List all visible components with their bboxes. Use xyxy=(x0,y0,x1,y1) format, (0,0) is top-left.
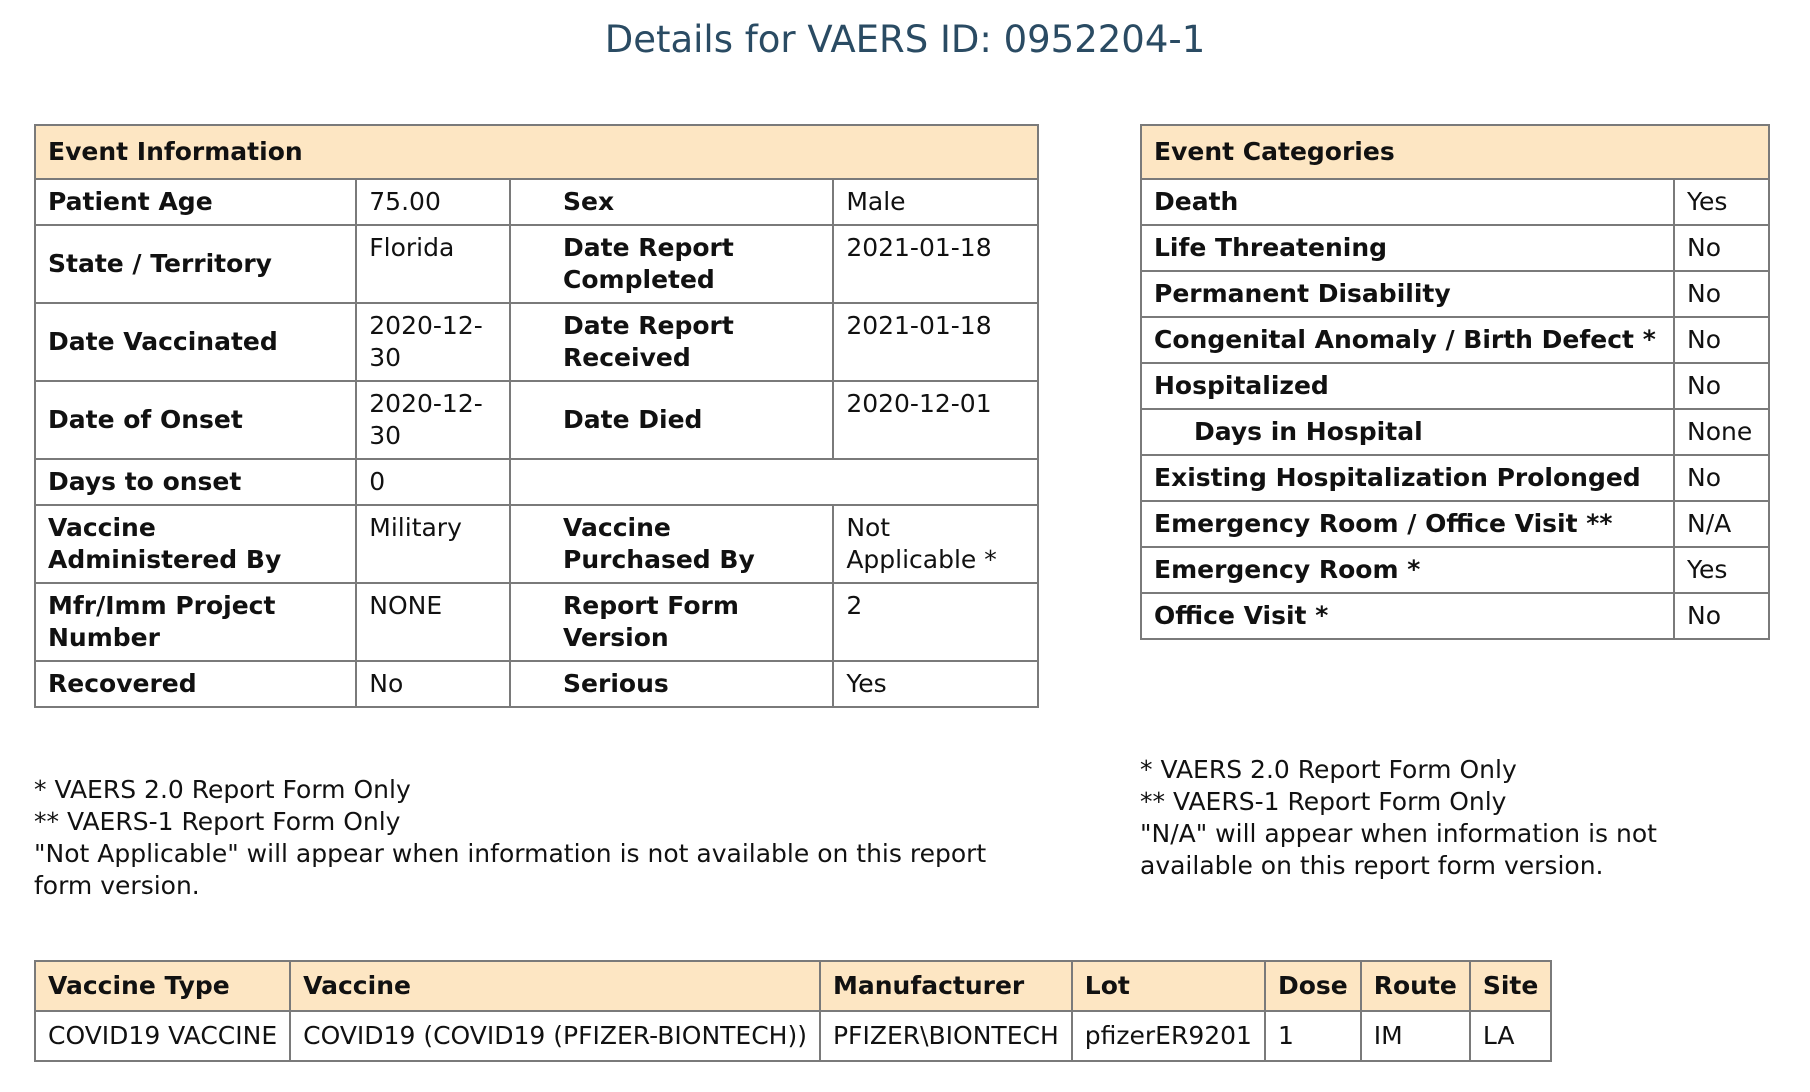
patient-age-value: 75.00 xyxy=(356,179,510,225)
manufacturer-cell: PFIZER\BIONTECH xyxy=(820,1011,1072,1061)
category-label: Congenital Anomaly / Birth Defect * xyxy=(1141,317,1674,363)
table-row xyxy=(1141,225,1769,271)
table-row xyxy=(1141,317,1769,363)
category-value: No xyxy=(1674,363,1769,409)
column-header-dose: Dose xyxy=(1265,961,1361,1011)
mfr-project-value: NONE xyxy=(356,583,510,661)
column-header-site: Site xyxy=(1470,961,1551,1011)
state-label: State / Territory xyxy=(35,225,356,303)
serious-value: Yes xyxy=(833,661,1038,707)
form-version-label: Report Form Version xyxy=(510,583,833,661)
patient-age-label: Patient Age xyxy=(35,179,356,225)
table-row xyxy=(1141,363,1769,409)
footnote: * VAERS 2.0 Report Form Only xyxy=(34,775,411,804)
footnote: * VAERS 2.0 Report Form Only xyxy=(1140,755,1517,784)
table-row xyxy=(1141,547,1769,593)
column-header-vaccine: Vaccine xyxy=(290,961,820,1011)
date-vaccinated-label: Date Vaccinated xyxy=(35,303,356,381)
table-row xyxy=(1141,455,1769,501)
category-label: Days in Hospital xyxy=(1141,409,1674,455)
administered-by-label: Vaccine Administered By xyxy=(35,505,356,583)
event-categories-header: Event Categories xyxy=(1141,125,1769,179)
sex-label: Sex xyxy=(510,179,833,225)
mfr-project-label: Mfr/Imm Project Number xyxy=(35,583,356,661)
category-value: Yes xyxy=(1674,547,1769,593)
table-row xyxy=(1141,271,1769,317)
sex-value: Male xyxy=(833,179,1038,225)
category-value: N/A xyxy=(1674,501,1769,547)
column-header-vaccine-type: Vaccine Type xyxy=(35,961,290,1011)
purchased-by-label: Vaccine Purchased By xyxy=(510,505,833,583)
route-cell: IM xyxy=(1361,1011,1470,1061)
category-label: Hospitalized xyxy=(1141,363,1674,409)
date-died-value: 2020-12-01 xyxy=(833,381,1038,459)
category-footnotes xyxy=(1140,754,1740,882)
dose-cell: 1 xyxy=(1265,1011,1361,1061)
administered-by-value: Military xyxy=(356,505,510,583)
table-row xyxy=(1141,593,1769,639)
category-value: None xyxy=(1674,409,1769,455)
event-information-header: Event Information xyxy=(35,125,1038,179)
state-value: Florida xyxy=(356,225,510,303)
site-cell: LA xyxy=(1470,1011,1551,1061)
serious-label: Serious xyxy=(510,661,833,707)
footnote: "Not Applicable" will appear when information is not available on this report form version. xyxy=(34,839,987,900)
footnote: "N/A" will appear when information is not available on this report form version. xyxy=(1140,819,1657,880)
recovered-value: No xyxy=(356,661,510,707)
category-label: Permanent Disability xyxy=(1141,271,1674,317)
category-label: Emergency Room * xyxy=(1141,547,1674,593)
table-row xyxy=(1141,409,1769,455)
event-footnotes xyxy=(34,774,994,902)
date-onset-label: Date of Onset xyxy=(35,381,356,459)
category-label: Life Threatening xyxy=(1141,225,1674,271)
date-vaccinated-value: 2020-12-30 xyxy=(356,303,510,381)
category-value: No xyxy=(1674,271,1769,317)
footnote: ** VAERS-1 Report Form Only xyxy=(34,807,401,836)
column-header-manufacturer: Manufacturer xyxy=(820,961,1072,1011)
table-row xyxy=(35,1011,1551,1061)
category-label: Emergency Room / Office Visit ** xyxy=(1141,501,1674,547)
category-value: No xyxy=(1674,455,1769,501)
category-label: Death xyxy=(1141,179,1674,225)
vaccine-type-cell: COVID19 VACCINE xyxy=(35,1011,290,1061)
purchased-by-value: Not Applicable * xyxy=(833,505,1038,583)
date-onset-value: 2020-12-30 xyxy=(356,381,510,459)
date-received-label: Date Report Received xyxy=(510,303,833,381)
date-completed-value: 2021-01-18 xyxy=(833,225,1038,303)
lot-cell: pfizerER9201 xyxy=(1072,1011,1265,1061)
vaccine-cell: COVID19 (COVID19 (PFIZER-BIONTECH)) xyxy=(290,1011,820,1061)
category-label: Existing Hospitalization Prolonged xyxy=(1141,455,1674,501)
table-row xyxy=(1141,501,1769,547)
category-value: No xyxy=(1674,593,1769,639)
category-value: No xyxy=(1674,317,1769,363)
date-received-value: 2021-01-18 xyxy=(833,303,1038,381)
category-value: No xyxy=(1674,225,1769,271)
form-version-value: 2 xyxy=(833,583,1038,661)
table-row xyxy=(1141,179,1769,225)
date-died-label: Date Died xyxy=(510,381,833,459)
recovered-label: Recovered xyxy=(35,661,356,707)
category-label: Office Visit * xyxy=(1141,593,1674,639)
event-information-table xyxy=(34,124,1039,708)
days-to-onset-value: 0 xyxy=(356,459,510,505)
column-header-route: Route xyxy=(1361,961,1470,1011)
category-value: Yes xyxy=(1674,179,1769,225)
date-completed-label: Date Report Completed xyxy=(510,225,833,303)
vaccine-table xyxy=(34,960,1552,1062)
footnote: ** VAERS-1 Report Form Only xyxy=(1140,787,1507,816)
days-to-onset-label: Days to onset xyxy=(35,459,356,505)
column-header-lot: Lot xyxy=(1072,961,1265,1011)
event-categories-table xyxy=(1140,124,1770,640)
empty-cell xyxy=(510,459,1038,505)
page-title: Details for VAERS ID: 0952204-1 xyxy=(604,18,1206,61)
